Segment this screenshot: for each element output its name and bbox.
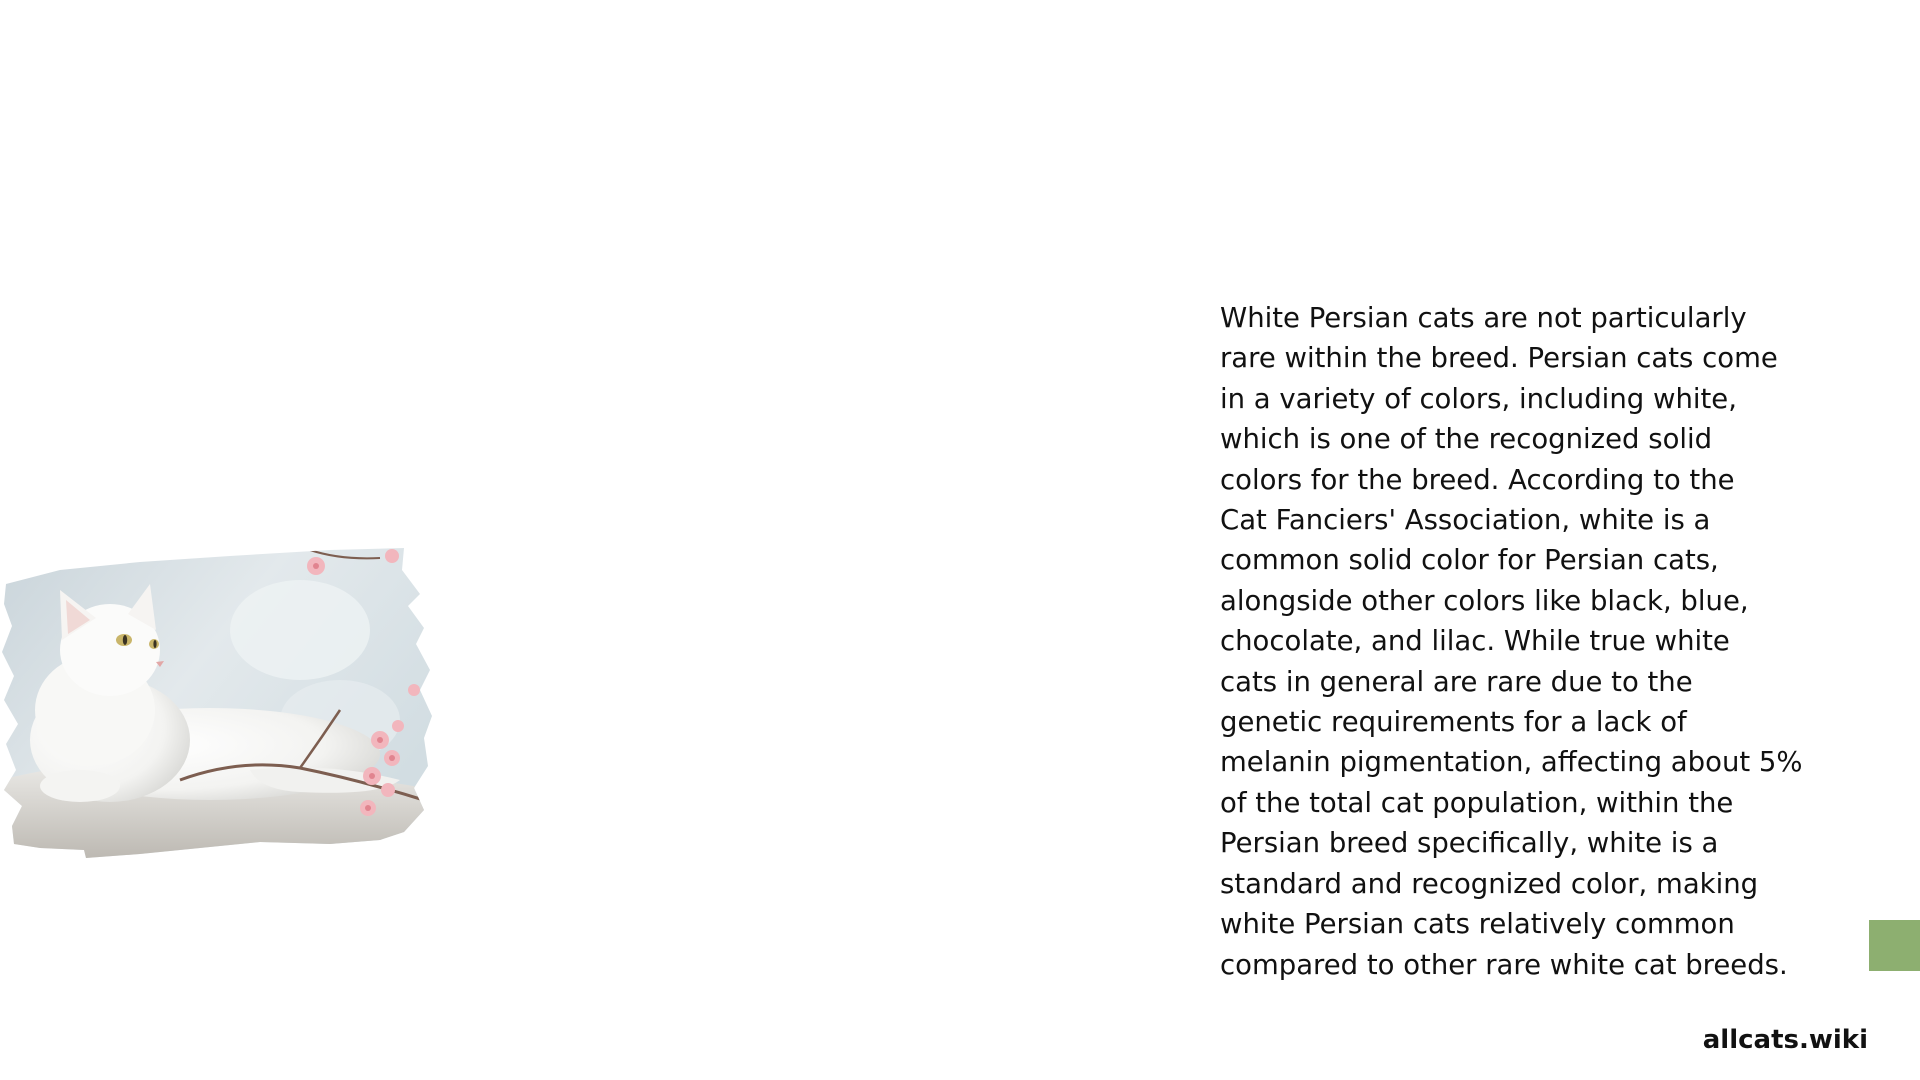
site-brand[interactable]: allcats.wiki	[1702, 1025, 1868, 1055]
accent-block	[1869, 920, 1920, 971]
cat-illustration	[0, 540, 436, 866]
article-paragraph: White Persian cats are not particularly rare within the breed. Persian cats come in a variety of colors, including white, which is one of the recognized solid colors for the breed. According to the Cat Fanciers' Association, white is a common solid color for Persian cats, alongside other colors like black, blue, chocolate, and lilac. While true white cats in general are rare due to the genetic requirements for a lack of melanin pigmentation, affecting about 5% of the total cat population, within the Persian breed specifically, white is a standard and recognized color, making white Persian cats relatively common compared to other rare white cat breeds.	[1220, 302, 1803, 981]
